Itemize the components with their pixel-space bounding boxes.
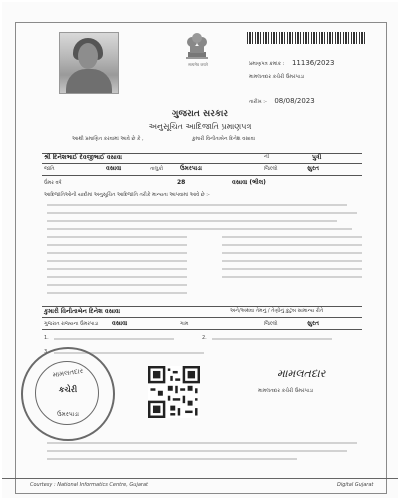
certificate-subtitle: અનુસૂચિત આદિજાતિ પ્રમાણપત્ર (148, 122, 252, 131)
issuer-label: મામલતદાર કચેરી ઉમરપાડા (249, 74, 305, 80)
certificate-page (2, 2, 398, 498)
district-value: સુરત (307, 165, 319, 172)
father-name: શ્રી દિનેશભાઈ દેવજીભાઈ વસાવા (44, 154, 122, 161)
rule (42, 163, 362, 164)
signatory-designation: મામલતદાર કચેરી ઉમરપાડા (258, 388, 314, 394)
village-text: ગુજરાત રાજ્યના ઉમરપાડા (44, 321, 99, 327)
certificate-title: ગુજરાત સરકાર (171, 109, 229, 119)
residence-note: અને/અથવા તેમનું / તેણીનું કુટુંબ સામાન્ય રીતે (230, 308, 324, 314)
taluka-value: ઉમરપાડા (180, 165, 203, 172)
barcode (247, 32, 367, 44)
footer-left: Courtesy : National Informatics Centre, Gujarat (30, 482, 148, 488)
issue-date: 08/08/2023 (274, 97, 315, 105)
relation-label: ની (264, 154, 270, 160)
signature: મામલતદાર (277, 367, 326, 380)
district-label-2: જિલ્લો (264, 321, 278, 327)
note-1: 1. (44, 335, 49, 341)
cert-number-row: પ્રમાણપત્ર ક્રમાંક : 11136/2023 (249, 59, 335, 67)
rule (42, 175, 362, 176)
cert-number: 11136/2023 (291, 59, 335, 67)
issue-date-row: તારીખ :- 08/08/2023 (249, 97, 315, 105)
rule (42, 329, 362, 330)
applicant-photo (59, 32, 119, 94)
emblem-caption: सत्यमेव जयते (188, 62, 208, 67)
village-value: વસાવા (112, 320, 128, 327)
village-label: ગામ (180, 321, 189, 327)
taluka-label: તાલુકો (150, 166, 164, 172)
subject-name-repeat: કુમારી વિનીતાબેન દિનેશ વસાવા (44, 308, 121, 315)
subject-name-short: કુમારી વિનીતાબેન દિનેશ વસાવા (192, 136, 255, 142)
note-3: 3. (44, 349, 49, 355)
district-label: જિલ્લો (264, 166, 278, 172)
footer-rule (2, 478, 398, 479)
qr-code-icon (148, 366, 200, 418)
tribe-value: વસાવા (ભીલ) (232, 179, 266, 186)
relation-value: પુત્રી (312, 154, 322, 161)
footer-right: Digital Gujarat (337, 482, 374, 488)
caste-value: વસાવા (106, 165, 122, 172)
office-seal: મામલતદાર કચેરી ઉમરપાડા (21, 347, 115, 441)
order-line: આદિજાતિઓની યાદીમાં અનુસૂચિત આદિજાતિ તરીકે માન્યતા આપવામાં આવે છે :- (44, 192, 210, 198)
state-emblem-icon (182, 28, 212, 62)
caste-label: જાતિ (44, 166, 55, 172)
age-label: ઉંમર વર્ષ (44, 180, 62, 186)
rule (42, 317, 362, 318)
note-2: 2. (202, 335, 207, 341)
intro-text: આથી પ્રમાણિત કરવામાં આવે છે કે , (72, 136, 144, 142)
age-value: 28 (177, 179, 186, 186)
district-value-2: સુરત (307, 320, 319, 327)
rule (42, 306, 362, 307)
